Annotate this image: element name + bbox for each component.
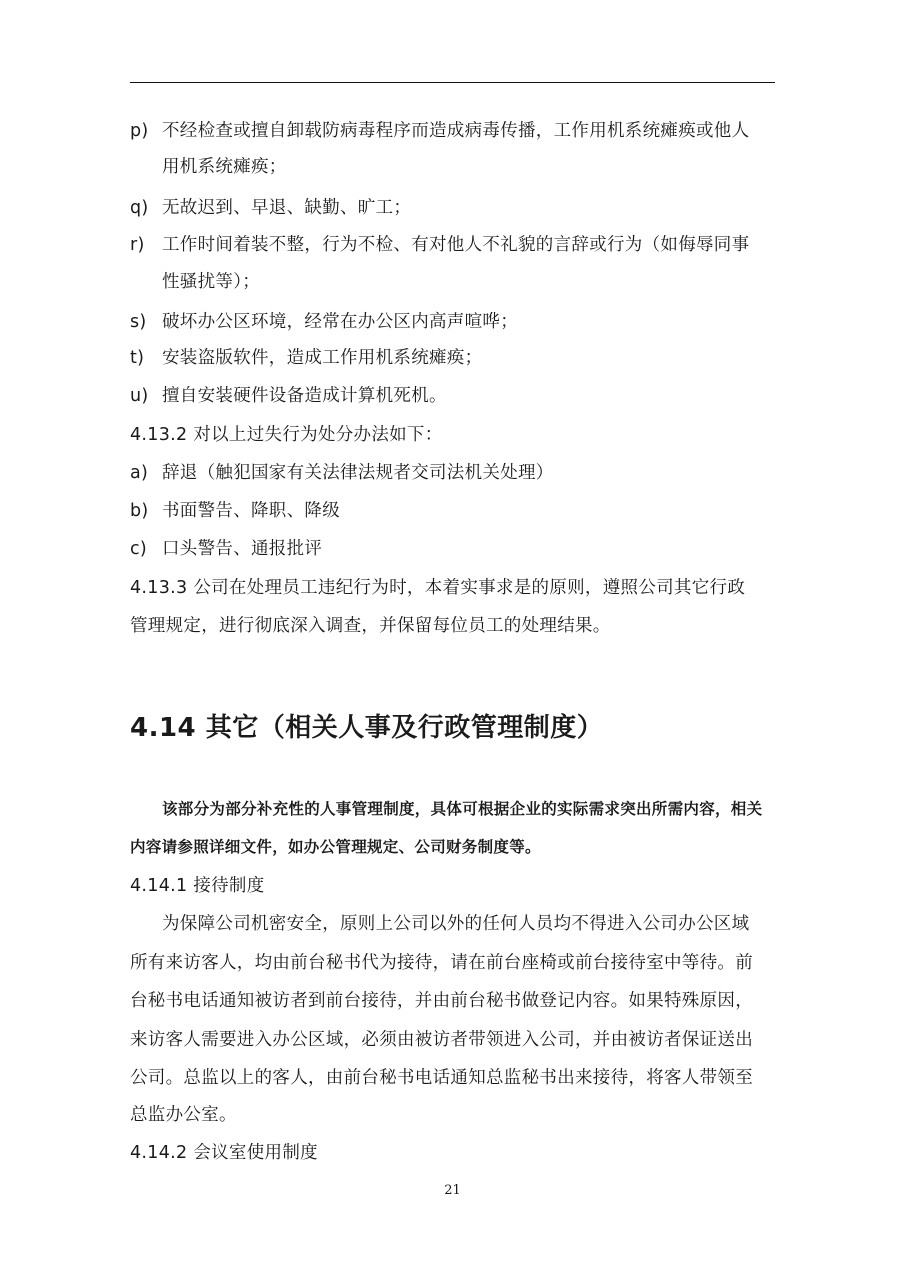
body-line: 台秘书电话通知被访者到前台接待，并由前台秘书做登记内容。如果特殊原因， — [130, 991, 753, 1011]
list-item-continuation: 用机系统瘫痪； — [162, 157, 287, 177]
page-number: 21 — [444, 1183, 461, 1198]
section-4-13-2: 4.13.2 对以上过失行为处分办法如下： — [130, 425, 443, 445]
list-item: b) 书面警告、降职、降级 — [130, 501, 340, 521]
list-item: t) 安装盗版软件，造成工作用机系统瘫痪； — [130, 348, 483, 368]
list-item: r) 工作时间着装不整，行为不检、有对他人不礼貌的言辞或行为（如侮辱同事 — [130, 235, 750, 255]
section-4-13-3-line: 管理规定，进行彻底深入调查，并保留每位员工的处理结果。 — [130, 616, 611, 636]
body-line: 为保障公司机密安全，原则上公司以外的任何人员均不得进入公司办公区域 — [162, 914, 750, 934]
list-item-continuation: 性骚扰等）； — [162, 272, 261, 292]
body-line: 所有来访客人，均由前台秘书代为接待，请在前台座椅或前台接待室中等待。前 — [130, 953, 753, 973]
body-line: 公司。总监以上的客人，由前台秘书电话通知总监秘书出来接待，将客人带领至 — [130, 1068, 753, 1088]
list-item: u) 擅自安装硬件设备造成计算机死机。 — [130, 386, 447, 406]
body-line: 来访客人需要进入办公区域，必须由被访者带领进入公司，并由被访者保证送出 — [130, 1030, 753, 1050]
body-line: 总监办公室。 — [130, 1105, 237, 1125]
section-4-14-2-title: 4.14.2 会议室使用制度 — [130, 1143, 318, 1163]
list-item: q) 无故迟到、早退、缺勤、旷工； — [130, 198, 412, 218]
note-line: 内容请参照详细文件，如办公管理规定、公司财务制度等。 — [130, 838, 541, 856]
list-item: c) 口头警告、通报批评 — [130, 539, 323, 559]
list-item: s) 破坏办公区环境，经常在办公区内高声喧哗； — [130, 312, 518, 332]
section-4-13-3-line: 4.13.3 公司在处理员工违纪行为时，本着实事求是的原则，遵照公司其它行政 — [130, 578, 746, 598]
section-4-14-1-title: 4.14.1 接待制度 — [130, 876, 265, 896]
list-item: p) 不经检查或擅自卸载防病毒程序而造成病毒传播，工作用机系统瘫痪或他人 — [130, 121, 750, 141]
header-rule — [130, 82, 775, 83]
list-item: a) 辞退（触犯国家有关法律法规者交司法机关处理） — [130, 463, 554, 483]
section-heading-4-14: 4.14 其它（相关人事及行政管理制度） — [130, 713, 604, 743]
note-line: 该部分为部分补充性的人事管理制度，具体可根据企业的实际需求突出所需内容，相关 — [162, 800, 763, 818]
